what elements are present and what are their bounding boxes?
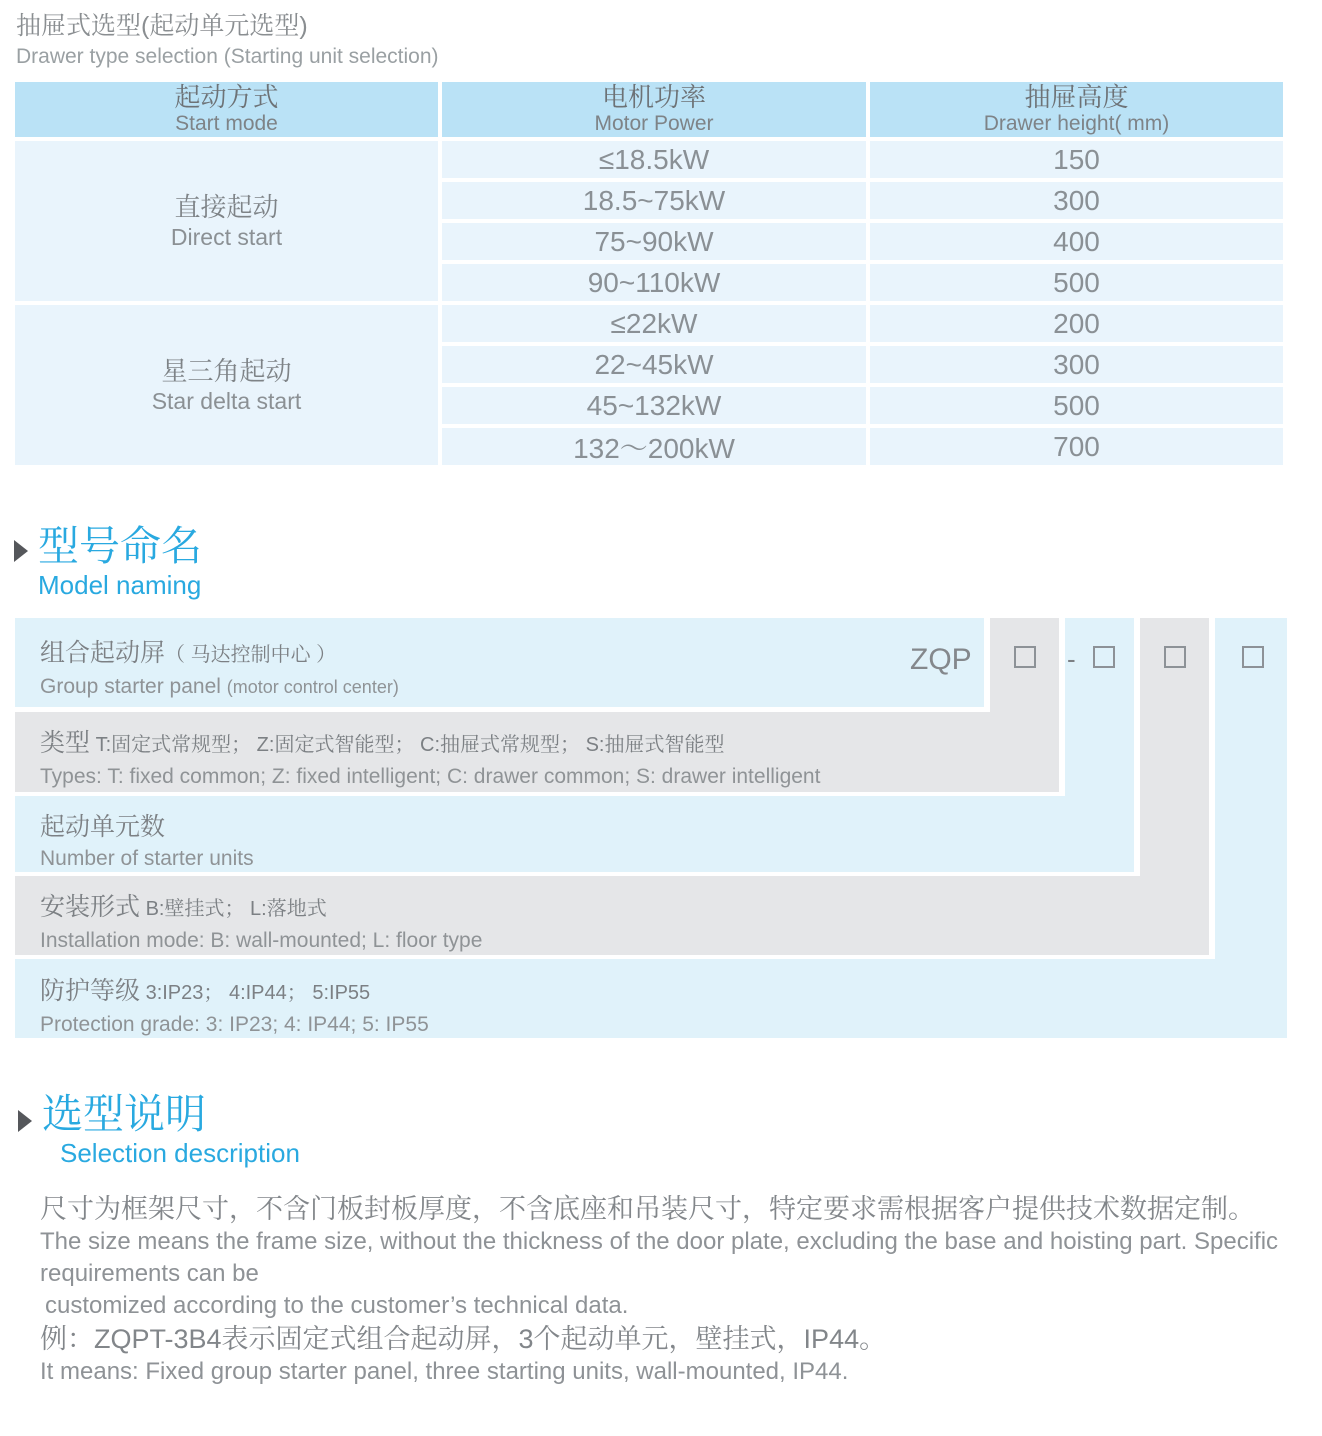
desc-line-en-2: customized according to the customer’s technical data. [45,1292,629,1319]
table-cell-power: 18.5~75kW [442,182,866,219]
table-cell-height: 300 [870,182,1283,219]
group-cell-star-delta-start [15,305,438,465]
row-zh: 防护等级 [40,977,141,1005]
diagram-column-bar-4 [1215,618,1287,1038]
table-cell-height: 500 [870,387,1283,424]
diagram-row-types [15,716,820,792]
desc-line-zh-2: 例：ZQPT-3B4表示固定式组合起动屏，3个起动单元，壁挂式，IP44。 [40,1324,887,1354]
header-zh: 抽屉高度 [1024,82,1129,112]
group-zh: 直接起动 [174,191,279,222]
table-cell-height: 700 [870,428,1283,465]
table-cell-power: 75~90kW [442,223,866,260]
model-code-box-type [1014,646,1036,668]
section-title-zh: 型号命名 [38,523,202,569]
col-header-start-mode [15,82,438,137]
group-zh: 星三角起动 [161,355,292,386]
doc-title [16,10,439,72]
table-cell-power: 132～200kW [442,428,866,465]
header-zh: 起动方式 [174,82,279,112]
row-zh-detail: B:壁挂式； L:落地式 [140,898,327,920]
row-zh: 安装形式 [40,893,141,921]
desc-line-en-3: It means: Fixed group starter panel, three starting units, wall-mounted, IP44. [40,1358,849,1385]
table-cell-power: 45~132kW [442,387,866,424]
drawer-selection-table [15,82,1283,465]
col-header-motor-power [442,82,866,137]
row-zh-detail: （ 马达控制中心 ） [165,644,337,666]
row-en: Types: T: fixed common; Z: fixed intelligent; C: drawer common; S: drawer intelligent [40,765,821,788]
header-en: Start mode [175,112,278,135]
table-cell-height: 300 [870,346,1283,383]
table-cell-power: 90~110kW [442,264,866,301]
group-en: Direct start [170,223,283,250]
model-naming-diagram [15,618,1287,1038]
group-en: Star delta start [151,387,302,414]
row-en: Protection grade: 3: IP23; 4: IP44; 5: IP55 [40,1013,429,1036]
diagram-column-bar-1 [990,618,1059,792]
group-cell-direct-start [15,141,438,301]
model-code-box-protection [1242,646,1264,668]
table-cell-height: 200 [870,305,1283,342]
section-marker-icon [14,540,28,562]
row-zh: 起动单元数 [40,813,166,841]
diagram-column-bar-3 [1140,618,1209,955]
section-title-zh: 选型说明 [42,1091,206,1137]
header-zh: 电机功率 [601,82,706,112]
diagram-row-protection-grade [15,964,429,1040]
header-en: Motor Power [594,112,714,135]
row-zh: 类型 [40,729,91,757]
row-en: Number of starter units [40,847,254,870]
doc-title-en: Drawer type selection (Starting unit selection) [16,45,439,68]
table-cell-height: 500 [870,264,1283,301]
row-en: Group starter panel [40,675,227,698]
row-zh: 组合起动屏 [40,639,166,667]
table-cell-power: ≤18.5kW [442,141,866,178]
diagram-row-installation-mode [15,880,482,956]
table-cell-height: 150 [870,141,1283,178]
model-code-dash: - [1067,644,1076,674]
col-header-drawer-height [870,82,1283,137]
row-en-detail: (motor control center) [226,677,399,697]
section-header-selection-description [18,1092,300,1170]
table-cell-height: 400 [870,223,1283,260]
desc-line-en-1: The size means the frame size, without the thickness of the door plate, excluding the base and hoisting part. Specific requirements can be [40,1228,1279,1287]
diagram-row-starter-units [15,800,254,874]
table-cell-power: 22~45kW [442,346,866,383]
desc-line-zh-1: 尺寸为框架尺寸，不含门板封板厚度，不含底座和吊装尺寸，特定要求需根据客户提供技术数据定制。 [40,1194,1255,1224]
selection-description-text [40,1192,1292,1388]
row-en: Installation mode: B: wall-mounted; L: floor type [40,929,483,952]
model-code-box-units [1093,646,1115,668]
model-code-box-installation [1164,646,1186,668]
header-en: Drawer height( mm) [983,112,1170,135]
table-cell-power: ≤22kW [442,305,866,342]
doc-title-zh: 抽屉式选型(起动单元选型) [16,12,308,40]
diagram-row-group-starter-panel [15,626,399,702]
row-zh-detail: 3:IP23； 4:IP44； 5:IP55 [140,982,371,1004]
section-marker-icon [18,1110,32,1132]
row-zh-detail: T:固定式常规型； Z:固定式智能型； C:抽屉式常规型； S:抽屉式智能型 [90,734,725,756]
section-title-en: Model naming [38,570,202,600]
section-title-en: Selection description [60,1138,300,1168]
section-header-model-naming [14,524,202,602]
model-code-prefix: ZQP [910,643,972,676]
